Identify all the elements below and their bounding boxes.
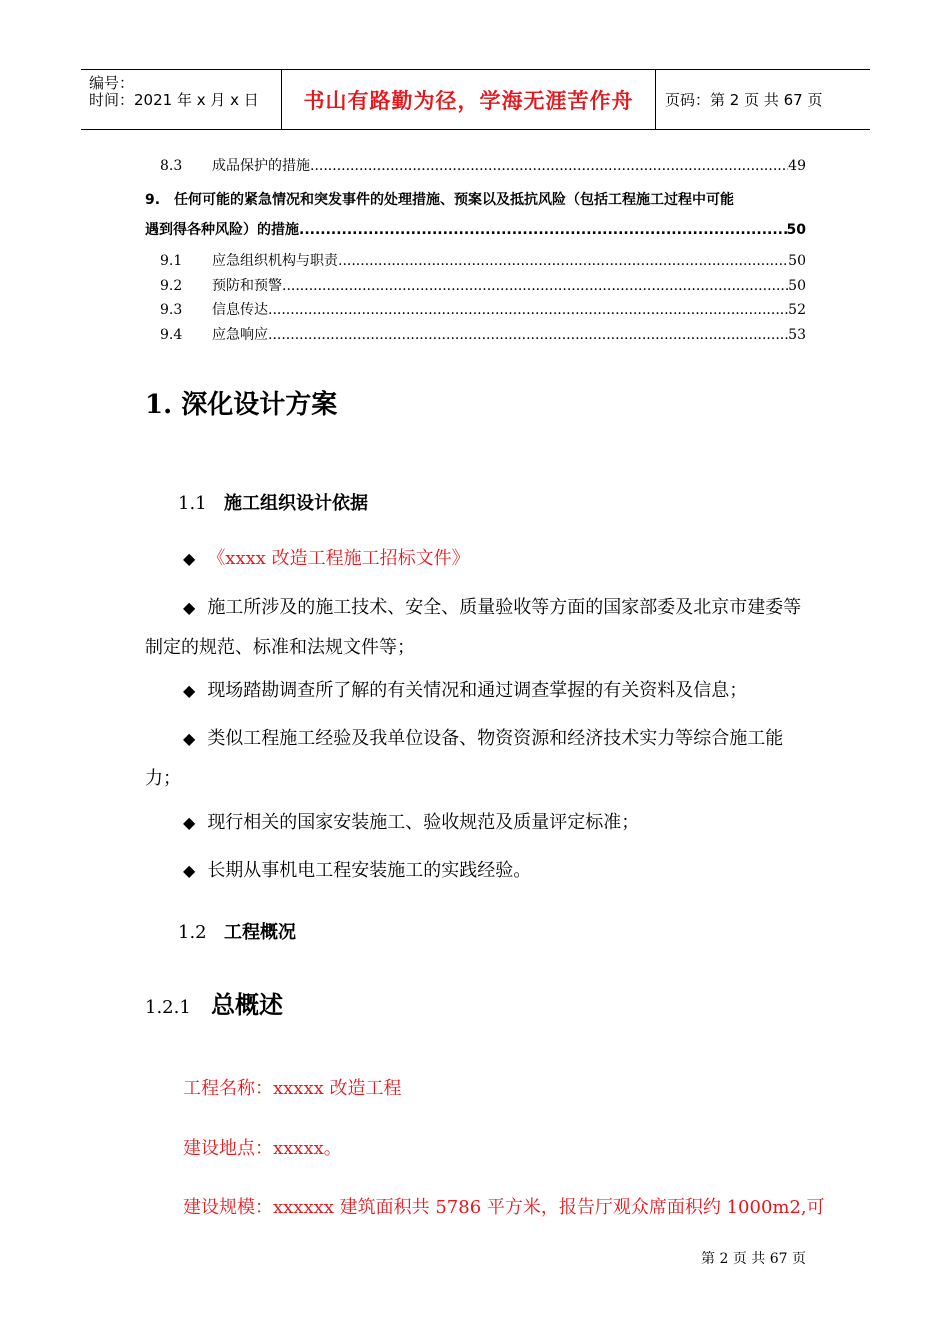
subsection-heading: [178, 489, 368, 515]
toc-item[interactable]: [160, 251, 806, 271]
overview-line: 建设地点：xxxxx。: [183, 1138, 342, 1159]
toc-item[interactable]: [160, 276, 806, 296]
toc-leader: [338, 251, 788, 271]
toc-leader: [268, 300, 788, 320]
toc-item-label: 应急响应: [212, 327, 268, 343]
diamond-bullet-icon: ◆: [183, 681, 196, 700]
toc-leader: [268, 325, 788, 345]
overview-line: 工程名称：xxxxx 改造工程: [183, 1078, 402, 1099]
bullet-text: 《xxxx 改造工程施工招标文件》: [207, 548, 470, 569]
header-date: 时间：2021 年 x 月 x 日: [89, 91, 259, 109]
subsubsection-title: 总概述: [211, 990, 283, 1019]
toc-item-page: 50: [786, 222, 806, 238]
page-header: [81, 69, 870, 130]
page-footer: 第 2 页 共 67 页: [701, 1251, 806, 1267]
toc-item-9-line1: 9. 任何可能的紧急情况和突发事件的处理措施、预案以及抵抗风险（包括工程施工过程中可能: [145, 192, 735, 208]
toc-item[interactable]: [160, 300, 806, 320]
toc-item-label: 成品保护的措施: [212, 158, 310, 174]
toc-leader: [299, 215, 787, 245]
bullet-item: [145, 588, 815, 668]
diamond-bullet-icon: ◆: [183, 729, 196, 748]
toc-item-page: 53: [788, 327, 806, 343]
overview-line: 建设规模：xxxxxx 建筑面积共 5786 平方米，报告厅观众席面积约 1000m2,可: [183, 1197, 825, 1218]
subsection-title: 工程概况: [224, 922, 296, 943]
toc-item-9-line2: 遇到得各种风险）的措施: [145, 222, 299, 238]
subsection-number: 1.2: [178, 922, 207, 943]
bullet-item: [145, 719, 815, 799]
toc-item-number: 9.1: [160, 253, 183, 269]
toc-item-9[interactable]: [145, 185, 806, 245]
subsubsection-number: 1.2.1: [145, 997, 191, 1018]
toc-item[interactable]: [160, 156, 806, 176]
toc-leader: [282, 276, 788, 296]
toc-item-page: 50: [788, 253, 806, 269]
diamond-bullet-icon: ◆: [183, 549, 196, 568]
toc-item-number: 9.2: [160, 278, 183, 294]
toc-item-page: 49: [788, 158, 806, 174]
header-motto: 书山有路勤为径，学海无涯苦作舟: [282, 70, 656, 129]
subsection-heading: [178, 918, 296, 944]
diamond-bullet-icon: ◆: [183, 813, 196, 832]
toc-item-page: 52: [788, 302, 806, 318]
header-number-label: 编号：: [89, 74, 135, 92]
header-meta: [81, 70, 282, 129]
toc-item-label: 预防和预警: [212, 278, 282, 294]
header-page-label: 页码：第 2 页 共 67 页: [665, 91, 823, 109]
bullet-text: 现场踏勘调查所了解的有关情况和通过调查掌握的有关资料及信息；: [207, 680, 748, 701]
subsection-number: 1.1: [178, 493, 207, 514]
bullet-text: 长期从事机电工程安装施工的实践经验。: [207, 860, 532, 881]
bullet-text: 类似工程施工经验及我单位设备、物资资源和经济技术实力等综合施工能力；: [145, 728, 784, 789]
toc-item-number: 9.3: [160, 302, 183, 318]
toc-item[interactable]: [160, 325, 806, 345]
toc-item-page: 50: [788, 278, 806, 294]
subsection-title: 施工组织设计依据: [224, 493, 368, 514]
diamond-bullet-icon: ◆: [183, 598, 196, 617]
bullet-item: [145, 539, 815, 579]
bullet-item: [145, 671, 815, 711]
toc-item-label: 应急组织机构与职责: [212, 253, 338, 269]
toc-item-number: 9.4: [160, 327, 183, 343]
toc-leader: [310, 156, 788, 176]
bullet-text: 施工所涉及的施工技术、安全、质量验收等方面的国家部委及北京市建委等制定的规范、标准和法规文件等；: [145, 597, 802, 658]
bullet-item: [145, 851, 815, 891]
section-title: 1. 深化设计方案: [145, 390, 338, 420]
bullet-text: 现行相关的国家安装施工、验收规范及质量评定标准；: [207, 812, 640, 833]
bullet-item: [145, 803, 815, 843]
diamond-bullet-icon: ◆: [183, 861, 196, 880]
toc-item-label: 信息传达: [212, 302, 268, 318]
toc-item-number: 8.3: [160, 158, 183, 174]
subsubsection-heading: [145, 985, 283, 1020]
